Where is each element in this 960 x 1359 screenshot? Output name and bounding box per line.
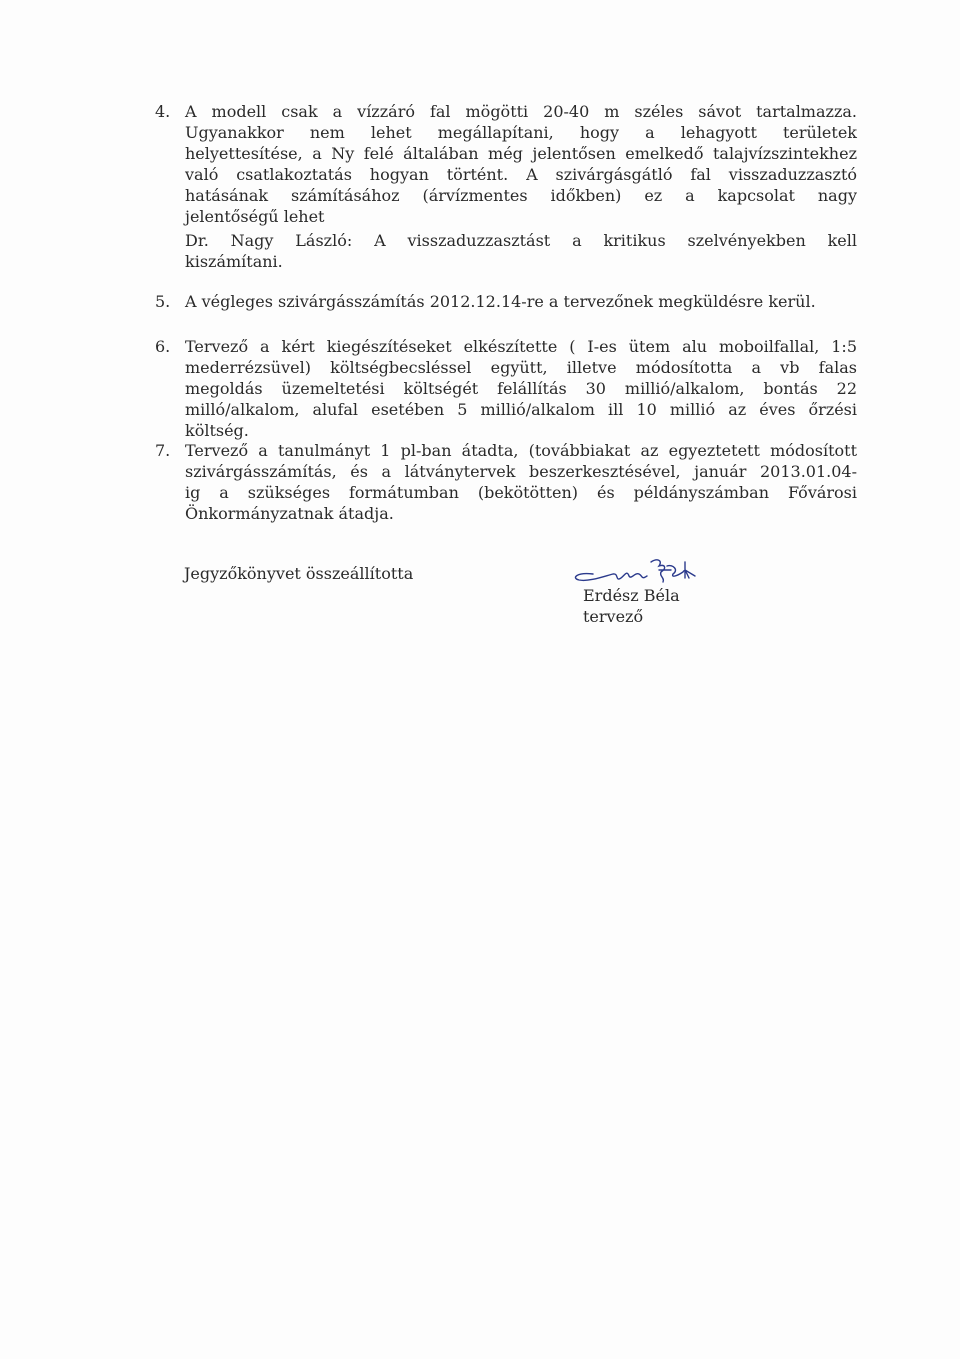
text-line: milló/alkalom, alufal esetében 5 millió/alkalom ill 10 millió az éves őrzési [185,400,857,419]
item-text [185,336,857,441]
text-line: Tervező a tanulmányt 1 pl-ban átadta, (továbbiakat az egyeztetett módosított [185,441,857,460]
text-line: költség. [185,421,249,440]
item-number: 6. [155,337,171,356]
text-line: Önkormányzatnak átadja. [185,504,394,523]
text-line: Tervező a kért kiegészítéseket elkészítette ( I-es ütem alu moboilfallal, 1:5 [185,337,857,356]
item-number: 4. [155,102,171,121]
list-item-7 [155,440,857,524]
text-line: Ugyanakkor nem lehet megállapítani, hogy a lehagyott területek [185,123,857,142]
item-number: 5. [155,292,171,311]
item-text [185,230,857,272]
item-text [185,440,857,524]
text-line: megoldás üzemeltetési költségét felállítás 30 millió/alkalom, bontás 22 [185,379,857,398]
text-line: Dr. Nagy László: A visszaduzzasztást a kritikus szelvényekben kell [185,231,857,250]
item-text [185,101,857,227]
text-line: szivárgásszámítás, és a látványtervek beszerkesztésével, január 2013.01.04- [185,462,857,481]
signature-label: Jegyzőkönyvet összeállította [184,564,414,583]
text-line: A modell csak a vízzáró fal mögötti 20-40 m széles sávot tartalmazza. [185,102,857,121]
handwritten-signature [567,552,717,588]
item-text [185,291,857,312]
text-line: való csatlakoztatás hogyan történt. A szivárgásgátló fal visszaduzzasztó [185,165,857,184]
list-item-6 [155,336,857,441]
text-line: jelentőségű lehet [185,207,325,226]
text-line: mederrézsüvel) költségbecsléssel együtt, illetve módosította a vb falas [185,358,857,377]
item-number: 7. [155,441,171,460]
text-line: helyettesítése, a Ny felé általában még jelentősen emelkedő talajvízszintekhez [185,144,857,163]
text-line: ig a szükséges formátumban (bekötötten) és példányszámban Fővárosi [185,483,857,502]
signer-name: Erdész Béla [583,586,680,605]
list-item-4 [155,101,857,227]
list-item-comment [155,230,857,272]
text-line: kiszámítani. [185,252,283,271]
text-line: A végleges szivárgásszámítás 2012.12.14-re a tervezőnek megküldésre kerül. [185,292,816,311]
list-item-5 [155,291,857,312]
text-line: hatásának számításához (árvízmentes időkben) ez a kapcsolat nagy [185,186,857,205]
signer-role: tervező [583,607,644,626]
